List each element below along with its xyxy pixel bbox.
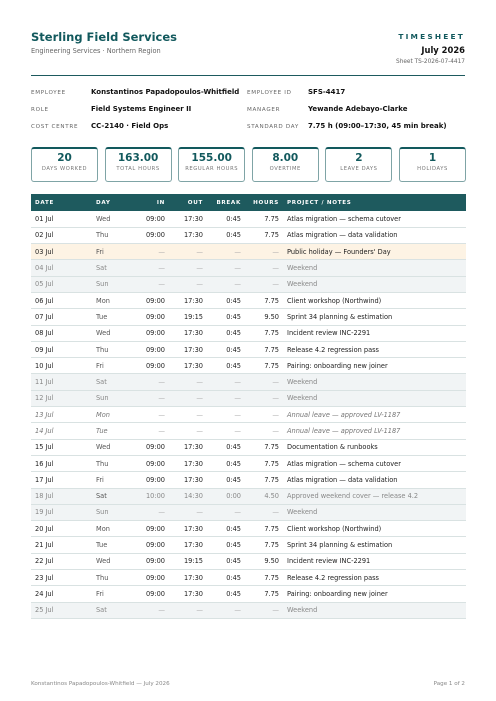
cell-notes: Documentation & runbooks: [283, 439, 466, 455]
table-row: [31, 358, 466, 374]
cell-break: —: [207, 504, 245, 520]
cell-in: 09:00: [132, 570, 169, 586]
cell-out: 17:30: [169, 358, 207, 374]
cell-date: 21 Jul: [31, 537, 92, 553]
cell-date: 18 Jul: [31, 488, 92, 504]
footer-employee: Konstantinos Papadopoulos-Whitfield — July 2026: [31, 681, 170, 687]
cell-date: 14 Jul: [31, 423, 92, 439]
cell-notes: Weekend: [283, 374, 466, 390]
cell-in: 09:00: [132, 586, 169, 602]
cell-out: —: [169, 244, 207, 260]
cell-out: —: [169, 276, 207, 292]
cell-day: Wed: [92, 439, 132, 455]
cell-in: 09:00: [132, 521, 169, 537]
table-row: [31, 537, 466, 553]
cell-in: 09:00: [132, 358, 169, 374]
stat-label: LEAVE DAYS: [340, 166, 378, 172]
cell-day: Tue: [92, 423, 132, 439]
cell-in: —: [132, 260, 169, 276]
cell-break: 0:45: [207, 553, 245, 569]
cell-hours: 4.50: [245, 488, 283, 504]
company-name: Sterling Field Services: [31, 30, 177, 44]
cell-in: 09:00: [132, 341, 169, 357]
cell-in: —: [132, 276, 169, 292]
cell-day: Tue: [92, 309, 132, 325]
cell-out: 17:30: [169, 537, 207, 553]
cell-date: 02 Jul: [31, 227, 92, 243]
cell-date: 12 Jul: [31, 390, 92, 406]
cell-hours: —: [245, 602, 283, 618]
stat-label: OVERTIME: [269, 166, 301, 172]
cell-out: —: [169, 423, 207, 439]
column-header-break: BREAK: [207, 194, 245, 211]
table-row: [31, 439, 466, 455]
cell-notes: Approved weekend cover — release 4.2: [283, 488, 466, 504]
info-row: [31, 86, 465, 100]
table-row: [31, 292, 466, 308]
cell-in: —: [132, 390, 169, 406]
cell-notes: Atlas migration — schema cutover: [283, 455, 466, 471]
cell-day: Sun: [92, 276, 132, 292]
cell-notes: Weekend: [283, 390, 466, 406]
stat-label: TOTAL HOURS: [116, 166, 160, 172]
stat-label: DAYS WORKED: [41, 166, 88, 172]
cell-hours: 7.75: [245, 211, 283, 227]
cell-out: 17:30: [169, 341, 207, 357]
cell-break: —: [207, 260, 245, 276]
cell-in: 10:00: [132, 488, 169, 504]
cell-hours: 7.75: [245, 586, 283, 602]
stat-value: 155.00: [191, 152, 232, 164]
cell-hours: —: [245, 407, 283, 423]
employee-info: [31, 86, 465, 134]
cell-day: Fri: [92, 358, 132, 374]
cell-break: 0:00: [207, 488, 245, 504]
cell-notes: Release 4.2 regression pass: [283, 570, 466, 586]
cell-day: Sat: [92, 602, 132, 618]
column-header-date: DATE: [31, 194, 92, 211]
cell-break: 0:45: [207, 570, 245, 586]
cell-hours: 7.75: [245, 341, 283, 357]
cell-day: Wed: [92, 211, 132, 227]
manager-name: Yewande Adebayo-Clarke: [308, 105, 408, 113]
cell-date: 07 Jul: [31, 309, 92, 325]
cell-notes: Client workshop (Northwind): [283, 292, 466, 308]
cell-out: 17:30: [169, 570, 207, 586]
cell-out: 14:30: [169, 488, 207, 504]
cell-in: 09:00: [132, 211, 169, 227]
cell-date: 08 Jul: [31, 325, 92, 341]
cell-in: —: [132, 374, 169, 390]
info-row: [31, 120, 465, 134]
table-row: [31, 472, 466, 488]
cell-day: Fri: [92, 586, 132, 602]
cell-hours: —: [245, 244, 283, 260]
cell-notes: Sprint 34 planning & estimation: [283, 309, 466, 325]
cell-hours: —: [245, 276, 283, 292]
cell-day: Thu: [92, 341, 132, 357]
cell-in: 09:00: [132, 292, 169, 308]
period-label: July 2026: [421, 45, 465, 55]
cell-hours: 7.75: [245, 472, 283, 488]
cell-hours: 7.75: [245, 227, 283, 243]
cell-break: —: [207, 374, 245, 390]
cell-in: 09:00: [132, 553, 169, 569]
cell-day: Wed: [92, 553, 132, 569]
table-row: [31, 553, 466, 569]
cost-centre-label: COST CENTRE: [31, 124, 79, 130]
cell-notes: Atlas migration — data validation: [283, 227, 466, 243]
cell-break: 0:45: [207, 537, 245, 553]
table-row: [31, 455, 466, 471]
cell-hours: 9.50: [245, 309, 283, 325]
stat-value: 1: [428, 152, 437, 164]
cell-date: 23 Jul: [31, 570, 92, 586]
page-number: Page 1 of 2: [433, 681, 465, 687]
cell-day: Sun: [92, 390, 132, 406]
cell-in: —: [132, 244, 169, 260]
cell-day: Fri: [92, 472, 132, 488]
cell-out: —: [169, 390, 207, 406]
column-header-hours: HOURS: [245, 194, 283, 211]
cell-notes: Annual leave — approved LV-1187: [283, 407, 466, 423]
cell-notes: Public holiday — Founders' Day: [283, 244, 466, 260]
cell-day: Thu: [92, 455, 132, 471]
cell-in: 09:00: [132, 325, 169, 341]
cell-in: 09:00: [132, 309, 169, 325]
cell-day: Sun: [92, 504, 132, 520]
table-row: [31, 309, 466, 325]
table-body: [31, 211, 466, 618]
cell-hours: 7.75: [245, 325, 283, 341]
cell-date: 19 Jul: [31, 504, 92, 520]
table-row: [31, 407, 466, 423]
cell-day: Wed: [92, 325, 132, 341]
cell-date: 13 Jul: [31, 407, 92, 423]
cell-out: 17:30: [169, 521, 207, 537]
cell-date: 10 Jul: [31, 358, 92, 374]
cell-hours: 7.75: [245, 455, 283, 471]
cell-notes: Pairing: onboarding new joiner: [283, 586, 466, 602]
cell-day: Thu: [92, 227, 132, 243]
table-row: [31, 341, 466, 357]
stat-label: REGULAR HOURS: [185, 166, 239, 172]
cell-break: 0:45: [207, 292, 245, 308]
table-row: [31, 570, 466, 586]
cell-out: 17:30: [169, 586, 207, 602]
cell-hours: —: [245, 423, 283, 439]
cell-break: 0:45: [207, 586, 245, 602]
cell-out: 17:30: [169, 439, 207, 455]
cell-break: 0:45: [207, 227, 245, 243]
cell-out: —: [169, 407, 207, 423]
cell-break: 0:45: [207, 472, 245, 488]
employee-name: Konstantinos Papadopoulos-Whitfield: [91, 88, 240, 96]
standard-day-label: STANDARD DAY: [247, 124, 299, 130]
cell-notes: Weekend: [283, 260, 466, 276]
cell-hours: 7.75: [245, 570, 283, 586]
cell-break: 0:45: [207, 211, 245, 227]
cell-in: —: [132, 504, 169, 520]
cell-in: 09:00: [132, 472, 169, 488]
summary-stats: [31, 147, 466, 182]
cell-break: —: [207, 423, 245, 439]
cell-hours: 9.50: [245, 553, 283, 569]
cell-break: 0:45: [207, 341, 245, 357]
cell-hours: 7.75: [245, 358, 283, 374]
cell-in: 09:00: [132, 537, 169, 553]
cell-notes: Incident review INC-2291: [283, 325, 466, 341]
employee-id: SFS-4417: [308, 88, 346, 96]
cell-out: 17:30: [169, 472, 207, 488]
stat-total-hours: [105, 147, 172, 182]
cell-break: 0:45: [207, 358, 245, 374]
cell-date: 17 Jul: [31, 472, 92, 488]
cell-out: 17:30: [169, 325, 207, 341]
cell-break: 0:45: [207, 521, 245, 537]
stat-leave-days: [325, 147, 392, 182]
cell-date: 06 Jul: [31, 292, 92, 308]
cell-break: —: [207, 407, 245, 423]
cell-break: 0:45: [207, 325, 245, 341]
info-row: [31, 103, 465, 117]
cell-date: 11 Jul: [31, 374, 92, 390]
document-header: [31, 30, 465, 76]
role-label: ROLE: [31, 107, 49, 113]
cell-break: —: [207, 244, 245, 260]
cell-out: —: [169, 374, 207, 390]
cell-hours: —: [245, 260, 283, 276]
cell-day: Mon: [92, 521, 132, 537]
stat-value: 20: [57, 152, 72, 164]
column-header-day: DAY: [92, 194, 132, 211]
cell-out: 19:15: [169, 553, 207, 569]
cell-out: —: [169, 260, 207, 276]
cell-date: 09 Jul: [31, 341, 92, 357]
cell-date: 03 Jul: [31, 244, 92, 260]
stat-value: 2: [355, 152, 363, 164]
column-header-out: OUT: [169, 194, 207, 211]
cell-out: 17:30: [169, 227, 207, 243]
stat-days-worked: [31, 147, 98, 182]
cell-break: 0:45: [207, 309, 245, 325]
cell-in: 09:00: [132, 227, 169, 243]
cell-out: —: [169, 602, 207, 618]
cell-day: Fri: [92, 244, 132, 260]
cell-hours: 7.75: [245, 537, 283, 553]
role-value: Field Systems Engineer II: [91, 105, 192, 113]
cell-in: —: [132, 602, 169, 618]
cell-hours: —: [245, 390, 283, 406]
table-row: [31, 504, 466, 520]
cell-notes: Weekend: [283, 602, 466, 618]
table-row: [31, 227, 466, 243]
sheet-number: Sheet TS-2026-07-4417: [396, 59, 465, 65]
timesheet-table: [31, 194, 466, 619]
stat-label: HOLIDAYS: [417, 166, 448, 172]
table-row: [31, 602, 466, 618]
cell-out: 17:30: [169, 455, 207, 471]
cell-day: Thu: [92, 570, 132, 586]
manager-label: MANAGER: [247, 107, 281, 113]
stat-regular-hours: [178, 147, 245, 182]
cell-out: 17:30: [169, 292, 207, 308]
cell-hours: 7.75: [245, 521, 283, 537]
cell-in: —: [132, 423, 169, 439]
table-header-row: [31, 194, 466, 211]
table-row: [31, 586, 466, 602]
cell-date: 24 Jul: [31, 586, 92, 602]
table-row: [31, 244, 466, 260]
stat-holidays: [399, 147, 466, 182]
cell-date: 01 Jul: [31, 211, 92, 227]
cell-notes: Client workshop (Northwind): [283, 521, 466, 537]
cell-date: 25 Jul: [31, 602, 92, 618]
cell-date: 16 Jul: [31, 455, 92, 471]
column-header-notes: PROJECT / NOTES: [283, 194, 466, 211]
cell-date: 05 Jul: [31, 276, 92, 292]
cell-day: Tue: [92, 537, 132, 553]
division-name: Engineering Services · Northern Region: [31, 47, 161, 55]
document-type: TIMESHEET: [398, 32, 465, 41]
cell-in: 09:00: [132, 455, 169, 471]
cell-notes: Pairing: onboarding new joiner: [283, 358, 466, 374]
cell-out: —: [169, 504, 207, 520]
cell-notes: Weekend: [283, 504, 466, 520]
cell-notes: Weekend: [283, 276, 466, 292]
cell-hours: —: [245, 374, 283, 390]
table-row: [31, 374, 466, 390]
cell-out: 19:15: [169, 309, 207, 325]
stat-overtime: [252, 147, 319, 182]
cell-date: 22 Jul: [31, 553, 92, 569]
cell-notes: Release 4.2 regression pass: [283, 341, 466, 357]
cell-break: 0:45: [207, 439, 245, 455]
cell-day: Sat: [92, 488, 132, 504]
cell-notes: Sprint 34 planning & estimation: [283, 537, 466, 553]
table-row: [31, 325, 466, 341]
cell-in: 09:00: [132, 439, 169, 455]
cell-hours: 7.75: [245, 439, 283, 455]
table-row: [31, 390, 466, 406]
cell-hours: —: [245, 504, 283, 520]
cell-notes: Atlas migration — data validation: [283, 472, 466, 488]
cost-centre-value: CC-2140 · Field Ops: [91, 122, 169, 130]
cell-day: Sat: [92, 374, 132, 390]
cell-date: 20 Jul: [31, 521, 92, 537]
table-row: [31, 211, 466, 227]
cell-day: Mon: [92, 292, 132, 308]
cell-notes: Atlas migration — schema cutover: [283, 211, 466, 227]
cell-break: —: [207, 602, 245, 618]
cell-day: Sat: [92, 260, 132, 276]
cell-break: —: [207, 276, 245, 292]
stat-value: 163.00: [117, 152, 159, 164]
column-header-in: IN: [132, 194, 169, 211]
cell-break: —: [207, 390, 245, 406]
cell-hours: 7.75: [245, 292, 283, 308]
table-row: [31, 521, 466, 537]
cell-out: 17:30: [169, 211, 207, 227]
table-row: [31, 423, 466, 439]
cell-in: —: [132, 407, 169, 423]
stat-value: 8.00: [272, 152, 299, 164]
cell-notes: Annual leave — approved LV-1187: [283, 423, 466, 439]
cell-date: 04 Jul: [31, 260, 92, 276]
cell-date: 15 Jul: [31, 439, 92, 455]
table-row: [31, 276, 466, 292]
table-row: [31, 488, 466, 504]
employee-label: EMPLOYEE: [31, 90, 66, 96]
employee-id-label: EMPLOYEE ID: [247, 90, 292, 96]
standard-day-value: 7.75 h (09:00–17:30, 45 min break): [308, 122, 447, 130]
cell-break: 0:45: [207, 455, 245, 471]
table-row: [31, 260, 466, 276]
cell-day: Mon: [92, 407, 132, 423]
cell-notes: Incident review INC-2291: [283, 553, 466, 569]
